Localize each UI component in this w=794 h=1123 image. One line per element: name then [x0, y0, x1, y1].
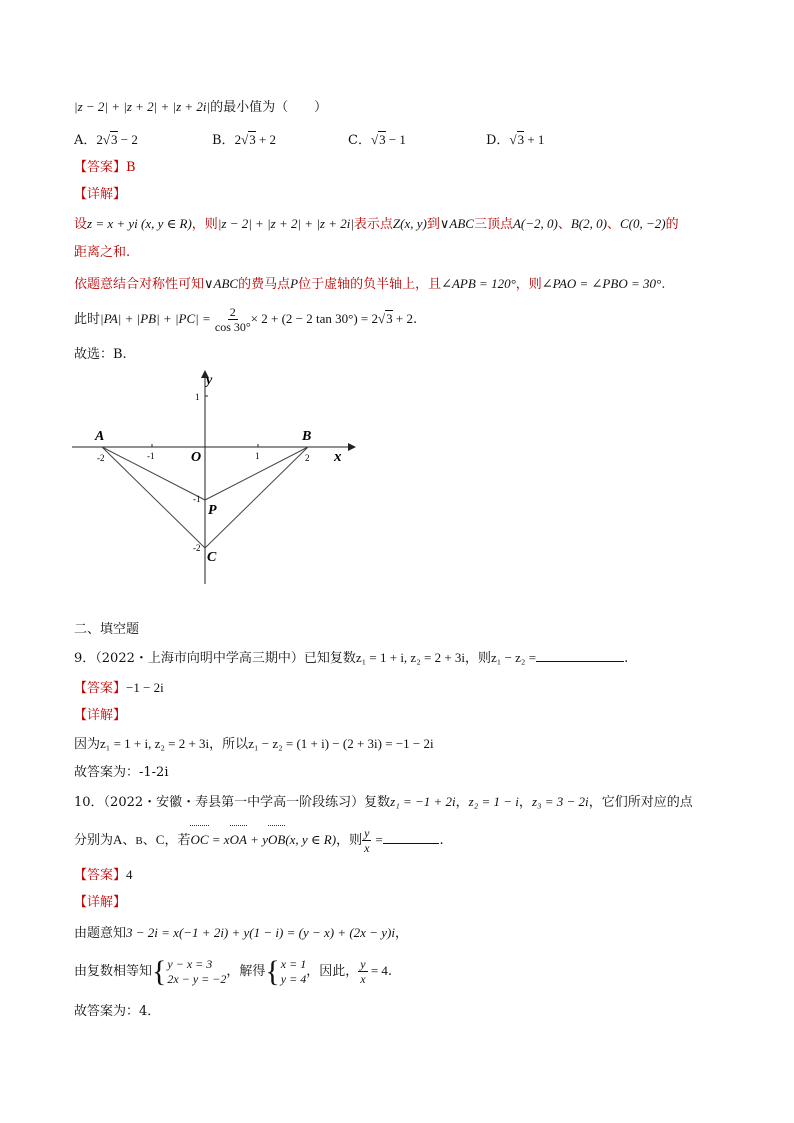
answer-value: B	[126, 160, 136, 175]
option-tail: + 1	[524, 132, 545, 147]
denominator: x	[364, 841, 370, 855]
math: × 2 + (2 − 2 tan 30°) = 2	[250, 311, 378, 326]
math: ∠APB = 120°	[441, 276, 516, 291]
math: + y	[246, 832, 268, 847]
text: ，所以	[209, 737, 249, 752]
option-coef: 2	[234, 132, 242, 147]
q10-detail-tag: 【详解】	[74, 895, 127, 910]
text: ，则	[465, 651, 492, 666]
math: (x, y ∈ R)	[285, 832, 337, 847]
text: 因为	[74, 737, 101, 752]
option-coef: 2	[96, 132, 103, 147]
q10-stem-line-1	[74, 793, 693, 812]
text: .	[439, 833, 444, 848]
q8-option-b: B．2√3 + 2	[212, 132, 277, 148]
q8-figure	[66, 366, 356, 591]
math: A	[113, 832, 123, 847]
q8-detail-line-2: 距离之和.	[74, 245, 131, 260]
q9-stem	[74, 649, 628, 668]
text: ，	[518, 795, 532, 810]
answer-blank	[383, 831, 439, 844]
math: C	[155, 832, 165, 847]
denominator: x	[360, 972, 366, 986]
text: 、	[557, 217, 571, 232]
math: z₁ − z₂ =	[491, 650, 537, 665]
text: 10．（2022・安徽・寿县第一中学高一阶段练习）复数	[74, 795, 391, 810]
math: z₁ = −1 + 2i	[390, 794, 456, 809]
q8-answer	[74, 159, 136, 177]
math: B(2, 0)	[570, 216, 607, 231]
numerator: y	[364, 826, 370, 840]
option-label: A．	[74, 133, 97, 148]
text: 分别为	[74, 833, 114, 848]
tick-label-x: 2	[305, 453, 310, 463]
q8-option-d: D．√3 + 1	[486, 132, 545, 148]
vector: OA	[230, 826, 247, 854]
equation: y = 4	[280, 971, 307, 986]
q10-detail-line-2	[74, 953, 392, 990]
math: |z − 2| + |z + 2| + |z + 2i|	[217, 216, 354, 231]
segment-ac	[102, 447, 205, 548]
text: ，则	[515, 277, 542, 292]
text: ，则	[336, 833, 363, 848]
q9-detail-line-1	[74, 735, 434, 754]
text: 此时	[74, 312, 101, 327]
text: 9．（2022・上海市向明中学高三期中）已知复数	[74, 651, 356, 666]
equation: 2x − y = −2	[167, 971, 227, 986]
answer-tag: 【答案】	[74, 868, 127, 883]
tick-label-x: 1	[255, 451, 260, 461]
math: B	[135, 835, 143, 847]
option-radicand: 3	[111, 132, 118, 147]
solution-system: { x = 1 y = 4	[265, 954, 307, 988]
answer-value: −1 − 2i	[126, 680, 164, 695]
text: 由复数相等知	[74, 964, 153, 979]
equation: y − x = 3	[167, 956, 213, 971]
equation-system: { y − x = 3 2x − y = −2	[152, 954, 227, 988]
text: ，因此，	[306, 964, 359, 979]
segment-bc	[205, 447, 308, 548]
option-radicand: 3	[249, 132, 256, 147]
vector: OB	[268, 826, 285, 854]
answer-tag: 【答案】	[74, 160, 127, 175]
option-tail: + 2	[255, 132, 277, 147]
text: 、	[606, 217, 620, 232]
text: 位于虚轴的负半轴上，且	[298, 277, 442, 292]
q8-conclusion: 故选：B.	[74, 347, 127, 362]
tick-label-y: 1	[195, 392, 200, 402]
numerator: y	[360, 957, 366, 971]
text: 设	[74, 217, 88, 232]
math: z₁ = 1 + i, z₂ = 2 + 3i	[100, 736, 210, 751]
point-label-b: B	[302, 429, 312, 444]
text: ，则	[191, 217, 218, 232]
x-axis-label: x	[334, 449, 342, 465]
tick-label-x: -2	[97, 453, 105, 463]
math: z₂ = 1 − i	[468, 794, 519, 809]
math: z₁ = 1 + i, z₂ = 2 + 3i	[355, 650, 466, 665]
text: ，解得	[226, 964, 266, 979]
option-label: D．	[486, 133, 510, 148]
math: C(0, −2)	[619, 216, 666, 231]
q10-answer	[74, 866, 133, 885]
option-label: B．	[212, 133, 235, 148]
option-tail: − 2	[117, 132, 138, 147]
equation: x = 1	[280, 956, 307, 971]
math: = x	[208, 832, 230, 847]
option-radicand: 3	[379, 132, 386, 147]
point-label-p: P	[208, 503, 217, 518]
tick-label-y: -2	[193, 543, 201, 553]
radicand: 3	[386, 311, 393, 326]
math: ∠PAO = ∠PBO = 30°	[541, 276, 662, 291]
vector: OC	[190, 826, 208, 854]
q8-stem-math: |z − 2| + |z + 2| + |z + 2i|	[74, 99, 211, 114]
math: z = x + yi (x, y ∈ R)	[87, 216, 192, 231]
fraction	[215, 305, 251, 334]
fraction	[358, 957, 367, 986]
math: ∨ABC	[439, 216, 474, 231]
answer-blank	[536, 649, 624, 662]
math: z₃ = 3 − 2i	[531, 794, 589, 809]
answer-tag: 【答案】	[74, 681, 127, 696]
option-label: C．	[348, 133, 371, 148]
x-axis-arrow	[348, 443, 356, 451]
math: |PA| + |PB| + |PC| =	[100, 311, 211, 326]
text: 、	[142, 833, 156, 848]
q10-conclusion: 故答案为：4．	[74, 1004, 161, 1019]
math: + 2	[392, 311, 413, 326]
q8-stem	[74, 98, 327, 117]
text: .	[412, 312, 418, 327]
option-tail: − 1	[385, 132, 406, 147]
q8-detail-tag: 【详解】	[74, 187, 127, 202]
text: ，它们所对应的点	[588, 795, 693, 810]
text: ，	[455, 795, 469, 810]
origin-label: O	[191, 450, 202, 465]
text: ，	[394, 926, 408, 941]
point-label-c: C	[207, 550, 217, 565]
q10-stem-line-2	[74, 826, 444, 855]
text: 表示点	[353, 217, 393, 232]
q9-answer	[74, 679, 164, 698]
math: 3 − 2i = x(−1 + 2i) + y(1 − i) = (y − x) + (2x − y)i	[126, 925, 395, 940]
q9-detail-tag: 【详解】	[74, 708, 127, 723]
tick-label-y: -1	[193, 494, 201, 504]
text: 到	[426, 217, 440, 232]
answer-value: 4	[126, 867, 133, 882]
math: z₁ − z₂ = (1 + i) − (2 + 3i) = −1 − 2i	[248, 736, 434, 751]
q8-detail-line-4: 此时|PA| + |PB| + |PC| = $\frac{2}{\cos 30^\circ}$ × 2 + (2 − 2 tan 30°) = 2√3 + 2.	[74, 305, 418, 334]
numerator: 2	[229, 305, 236, 319]
math: P	[290, 276, 299, 291]
q10-detail-line-1	[74, 924, 408, 943]
math: A(−2, 0)	[512, 216, 558, 231]
text: ，若	[164, 833, 191, 848]
section-title: 二、填空题	[74, 622, 140, 637]
text: 依题意结合对称性可知	[74, 277, 205, 292]
text: 、	[122, 833, 136, 848]
text: 的费马点	[238, 277, 291, 292]
math: Z(x, y)	[392, 216, 427, 231]
math: =	[371, 832, 384, 847]
math: = 4	[367, 963, 388, 978]
denominator: cos 30°	[214, 320, 251, 334]
text: .	[387, 964, 393, 979]
text: .	[661, 277, 666, 292]
text: 的	[665, 217, 679, 232]
text: 由题意知	[74, 926, 127, 941]
text: .	[624, 651, 629, 666]
q9-conclusion: 故答案为：-1-2i	[74, 765, 169, 780]
tick-label-x: -1	[147, 451, 155, 461]
q8-option-c: C．√3 − 1	[348, 132, 406, 148]
q8-option-a: A．2√3 − 2	[74, 132, 138, 148]
q8-detail-line-3	[74, 275, 665, 294]
math: ∨ABC	[204, 276, 239, 291]
point-label-a: A	[95, 429, 105, 444]
option-radicand: 3	[517, 132, 525, 147]
y-axis-label: y	[206, 373, 213, 388]
q8-stem-text: 的最小值为（ ）	[210, 100, 328, 115]
q8-detail-line-1	[74, 215, 679, 234]
text: 三顶点	[473, 217, 513, 232]
